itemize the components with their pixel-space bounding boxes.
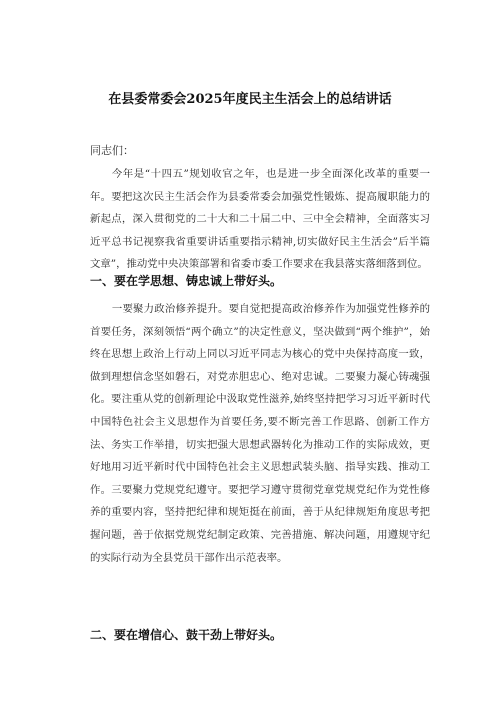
section-1-paragraph: 一要聚力政治修养提升。要自觉把提高政治修养作为加强党性修养的首要任务，深刻领悟“两个确立”的决定性意义，坚决做到“两个维护”，始终在思想上政治上行动上同以习近平同志为核心的党中央保持高度一致，做到理想信念坚如磐石，对党赤胆忠心、绝对忠诚。二要聚力凝心铸魂强化。要注重从党的创新理论中汲取党性滋养,始终坚持把学习习近平新时代中国特色社会主义思想作为首要任务,要不断完善工作思路、创新工作方法、务实工作举措，切实把强大思想武器转化为推动工作的实际成效，更好地用习近平新时代中国特色社会主义思想武装头脑、指导实践、推动工作。三要聚力党规党纪遵守。要把学习遵守贯彻党章党规党纪作为党性修养的重要内容，坚持把纪律和规矩挺在前面，善于从纪律规矩角度思考把握问题，善于依据党规党纪制定政策、完善措施、解决问题，用遵规守纪的实际行动为全县党员干部作出示范表率。: [90, 303, 430, 564]
section-heading-2: 二、要在增信心、鼓干劲上带好头。: [90, 628, 283, 642]
greeting: 同志们：: [90, 144, 134, 157]
intro-paragraph: 今年是“十四五”规划收官之年，也是进一步全面深化改革的重要一年。要把这次民主生活会作为县委常委会加强党性锻炼、提高履职能力的新起点，深入贯彻党的二十大和二十届二中、三中全会精神，全面落实习近平总书记视察我省重要讲话重要指示精神,切实做好民主生活会”后半篇文章”，推动党中央决策部署和省委市委工作要求在我县落实落细落到位。: [90, 168, 430, 271]
section-heading-1: 一、要在学思想、铸忠诚上带好头。: [90, 274, 283, 288]
document-title: 在县委常委会2025年度民主生活会上的总结讲话: [108, 92, 392, 107]
